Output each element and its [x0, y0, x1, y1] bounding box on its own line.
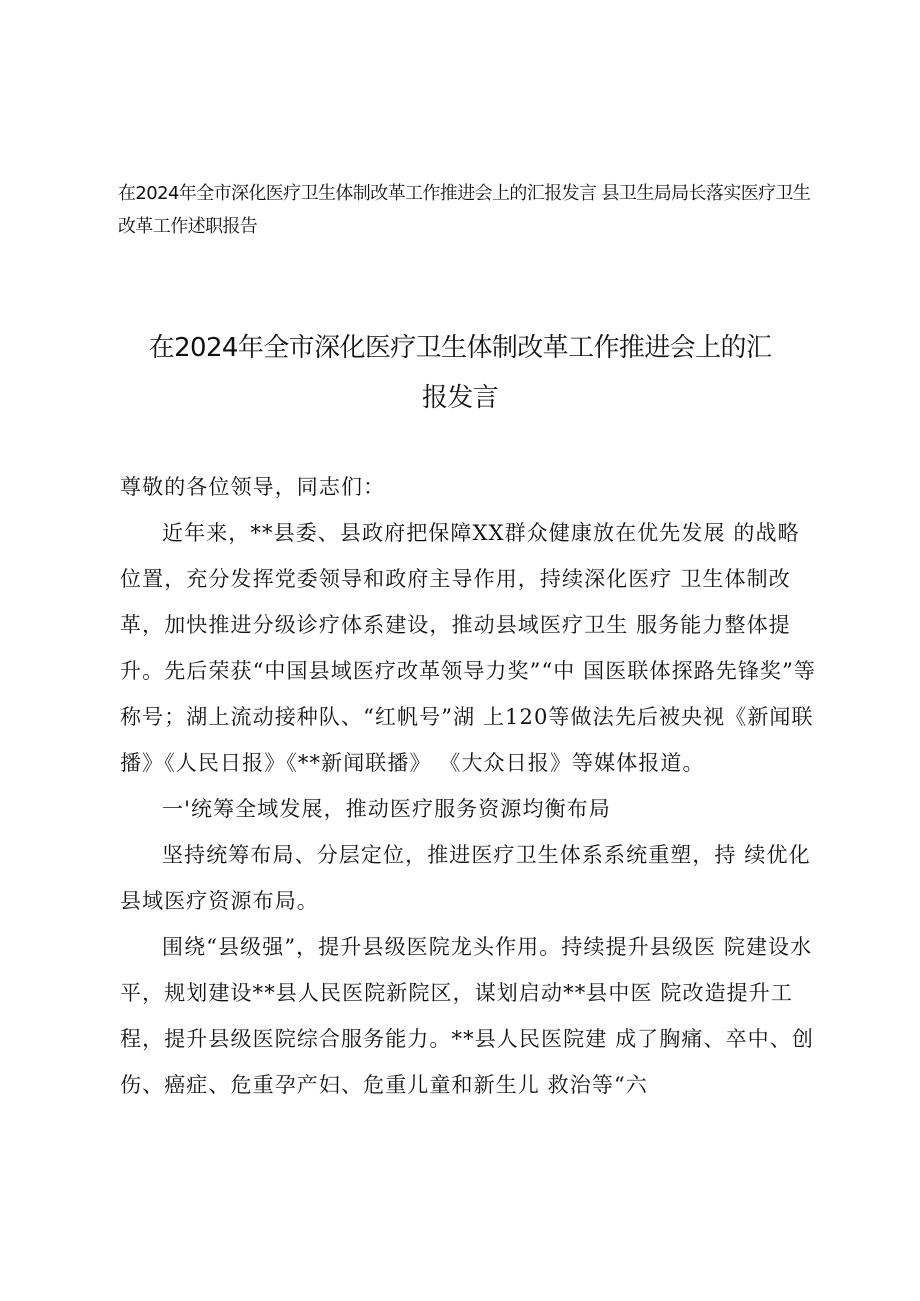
paragraph-county-level: 围绕“县级强”，提升县级医院龙头作用。持续提升县级医 院建设水平，规划建设**县人民医院新院区，谋划启动**县中医 院改造提升工程，提升县级医院综合服务能力。**县人民医院建 成了胸痛、卒中、创伤、癌症、危重孕产妇、危重儿童和新生儿 救治等“六: [120, 935, 814, 1097]
salutation: 尊敬的各位领导，同志们：: [120, 475, 386, 499]
paragraph-intro: 近年来，**县委、县政府把保障XX群众健康放在优先发展 的战略位置，充分发挥党委领导和政府主导作用，持续深化医疗 卫生体制改革，加快推进分级诊疗体系建设，推动县域医疗卫生 服务能力整体提升。先后荣获“中国县域医疗改革领导力奖”“中 国医联体探路先锋奖”等称号；湖上流动接种队、“红帆号”湖 上120等做法先后被央视《新闻联播》《人民日报》《**新闻联播》 《大众日报》等媒体报道。: [120, 521, 817, 775]
paragraph-section-1-summary: 坚持统筹布局、分层定位，推进医疗卫生体系系统重塑，持 续优化县域医疗资源布局。: [120, 843, 811, 913]
document-body: [120, 464, 820, 1108]
document-title: [130, 323, 790, 423]
title-line-2: 报发言: [421, 383, 499, 413]
title-line-1: 在2024年全市深化医疗卫生体制改革工作推进会上的汇: [148, 333, 772, 363]
document-heading: 在2024年全市深化医疗卫生体制改革工作推进会上的汇报发言 县卫生局局长落实医疗卫生改革工作述职报告: [118, 183, 811, 237]
section-heading-1: 一'统筹全域发展，推动医疗服务资源均衡布局: [162, 797, 611, 821]
